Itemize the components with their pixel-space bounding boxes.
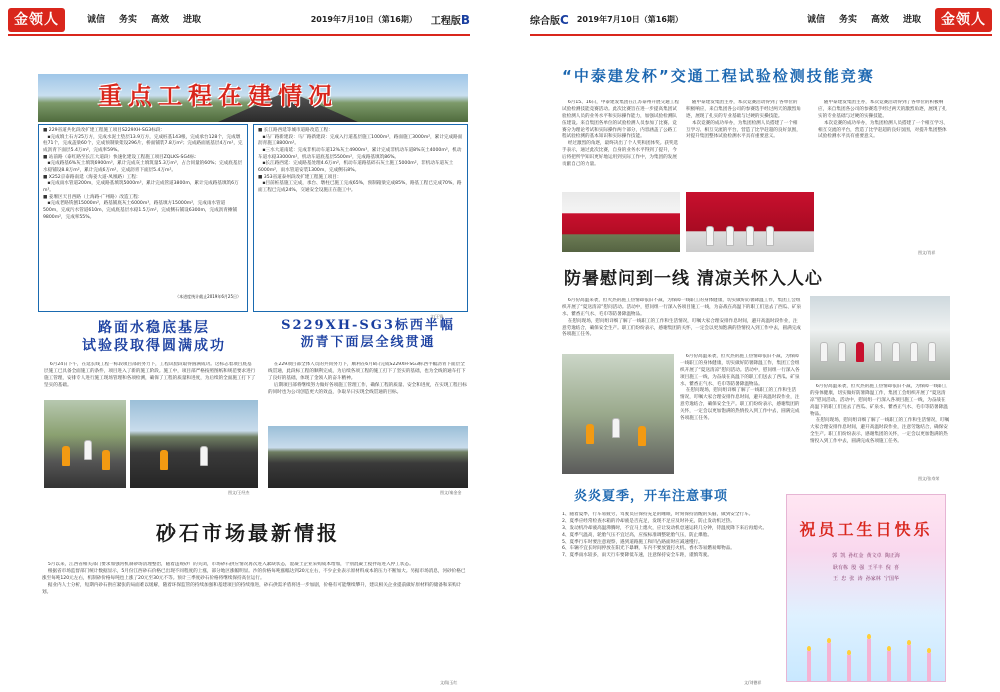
photo-test-section-1	[44, 400, 126, 488]
progress-note: （本进度统计截止2019年6月25日）	[175, 293, 241, 299]
motto-word: 进取	[183, 14, 202, 25]
article-heat-relief-2: 6月份高温来袭，但火热的施工热情却依旧不减，为保障一线职工的身体健康，切实做好防暑降温工作，集团工会组织开展了“夏送清凉”慰问活动。活动中，慰问组一行深入各项目施工一线，为奋战在高温下的职工们送去了西瓜、矿泉水、藿香正气水、毛巾等防暑降温物品。 在慰问现场，慰问组详细了解了一线职工的工作和生活情况，叮嘱大家合理安排作息时间，避开高温时段作业，注意劳逸结合，确保安全生产。职工们纷纷表示，感谢集团的关怀，一定会以更加饱满的热情投入到工作中去，圆满完成各项施工任务。	[680, 354, 800, 422]
hero-title: 重点工程在建情况	[98, 81, 338, 110]
birthday-card	[786, 494, 946, 682]
edition-letter-right: C	[560, 12, 569, 27]
headline-s229: S229XH-SG3标西半幅 沥青下面层全线贯通	[281, 318, 455, 350]
article-stone-market: 5月以来，江西省相关部门要求加强河机制砂场清理整治，随着违规砂厂的关闭，市场砂石供应情况再次进入紧缺状态，混凝土企业采购成本增加，个别混凝土搅拌站进入停工状态。 根据省市场监督部门统计数据显示，5月份江西砂石价格已出现不同程度的上涨，部分地区涨幅明显。沙的价格每吨涨幅达到20元左右，不少企业表示原材料成本的压力不断加大。另据市场消息，河砂价格已涨至每吨120元左右，机制砂价格每吨也上涨了20元至30元不等。预计三季度砂石价格将继续保持高位运行。 据业内人士分析，短期内砂石供应紧张的局面难以缓解，随着环保监管的持续加强和基建项目的持续推进，砂石供需矛盾将进一步加剧，价格有可能继续攀升，建议相关企业提前做好原材料的储备和采购计划。	[42, 562, 466, 595]
motto-word: 务实	[838, 14, 857, 25]
credit-summer-driving: 文/刘德祥	[744, 680, 762, 685]
progress-credit: 文/王锋	[430, 314, 444, 319]
page-gutter	[478, 0, 522, 692]
credit-s229: 图文/秦金金	[440, 490, 462, 495]
progress-box-left	[38, 124, 248, 312]
motto-word: 诚信	[87, 14, 106, 25]
header-engineering	[8, 6, 470, 36]
credit-stone-market: 文/陆玉红	[440, 680, 458, 685]
headline-test-competition: “中泰建发杯”交通工程试验检测技能竞赛	[562, 67, 875, 85]
article-s229: 在229项目部全体人员的共同努力下，顺利在6月8日完成S229XH-SG3标西半幅沥青下面层全线贯通，此段标工程的顺利完成，为后续各项工程的施工打下了坚实的基础，也为全线的通车打下了良好的基础，体现了金领人的奋斗精神。 后期项目部将继续努力做好各项施工管理工作，确保工程的质量、安全和进度，在实现工程目标的同时也为公司创造更大的效益，争取早日实现全线贯通的目标。	[268, 362, 467, 395]
edition-letter: B	[460, 12, 470, 27]
left-margin-decoration	[0, 60, 30, 680]
issue-date: 2019年7月10日（第16期）	[310, 14, 417, 24]
issue-date-right: 2019年7月10日（第16期）	[576, 14, 683, 24]
masthead-logo: 金领人	[8, 8, 65, 33]
article-heat-relief-3: 6月份高温来袭，但火热的施工热情却依旧不减，为保障一线职工的身体健康，切实做好防暑降温工作，集团工会组织开展了“夏送清凉”慰问活动。活动中，慰问组一行深入各项目施工一线，为奋战在高温下的职工们送去了西瓜、矿泉水、藿香正气水、毛巾等防暑降温物品。 在慰问现场，慰问组详细了解了一线职工的工作和生活情况，叮嘱大家合理安排作息时间，避开高温时段作业，注意劳逸结合，确保安全生产。职工们纷纷表示，感谢集团的关怀，一定会以更加饱满的热情投入到工作中去，圆满完成各项施工任务。	[810, 384, 950, 445]
motto-right	[807, 14, 921, 26]
motto-word: 诚信	[806, 14, 825, 25]
edition-label-right: 综合版C	[530, 12, 569, 27]
progress-text-left: ■ 229省道共化段改扩建工程施工项目S229XH-SG3标段： ▪完成填土石方25万方，完成水泥土垫层13.9万方，完成桩基143根，完成承台128个，完成墩柱71个，完成盖梁60个，完成预制梁架设296片，桥面铺装7.8万m²；完成路面底基层4万m²，完成沥青下面层5.4万m²，完成率59%。 ■ 站前路（泰红路至长江大道段）快速化建设工程施工项目ZQLKS-SG4标： ▪完成路基6%灰土填筑6900m³，累计完成灰土填筑量5.3万m³，占合同量的60%；完成底基层水稳铺设8.8万m²，累计完成6万m²，完成沥青下面层5.4万m²。 ■ X252京泰路南延（海姜大道-凤凰路）工程： ▪完成雨水管道200m，完成路基填筑5000m³，累计完成管道3800m，累计完成路基填筑6万m³。 ■ 姜堰区天目西路（上海路-广州路）改造工程： ▪完成老路铣刨15000m²，路基铺底灰土6000m³，路基填方15000m²，完成雨水管道500m，完成污水管道610m，完成底基层水稳1.5万m²，完成侧石铺设6300m，完成沥青摊铺9800m²，完成率55%。	[43, 128, 243, 220]
article-heat-relief: 6月份高温来袭，但火热的施工热情却依旧不减，为保障一线职工的身体健康，切实做好防暑降温工作，集团工会组织开展了“夏送清凉”慰问活动。活动中，慰问组一行深入各项目施工一线，为奋战在高温下的职工们送去了西瓜、矿泉水、藿香正气水、毛巾等防暑降温物品。 在慰问现场，慰问组详细了解了一线职工的工作和生活情况，叮嘱大家合理安排作息时间，避开高温时段作业，注意劳逸结合，确保安全生产。职工们纷纷表示，感谢集团的关怀，一定会以更加饱满的热情投入到工作中去，圆满完成各项施工任务。	[562, 298, 802, 338]
headline-summer-driving: 炎炎夏季，开车注意事项	[574, 489, 729, 504]
photo-heat-relief-group	[810, 296, 950, 380]
article-test-competition: 6月15、16日，中泰建发集团在江苏泰州开展交通工程试验检测技能竞赛活动。此次比赛旨在进一步提高集团试验检测人员的业务水平和实际操作能力，加强试验检测队伍建设。来自集团各单位的试验检测人员参加了比赛。竞赛分为理论考试和实际操作两个部分，内容涵盖了公路工程试验检测的基本知识和实际操作技能。 经过激烈的角逐，最终决出了个人奖和团体奖。获奖选手表示，通过此次比赛，自身的业务水平得到了提升，今后将把所学知识更好地运用到实际工作中，为集团的发展贡献自己的力量。	[562, 100, 679, 168]
article-test-competition-2: 随中泰建发集团主办，本次竞赛活动得到了各单位的积极响应，来自集团各公司的参赛选手经过两天的激烈角逐，展现了扎实的专业基础与过硬的实操技能。 本次竞赛的成功举办，为集团检测人员搭建了一个相互学习、相互交流的平台，营造了比学赶超的良好氛围，对提升集团整体试验检测水平具有重要意义。	[686, 100, 801, 140]
motto-word: 高效	[151, 14, 170, 25]
motto-word: 进取	[902, 14, 921, 25]
credit-water-stability: 图文/王经杰	[228, 490, 250, 495]
photo-competition-tent	[562, 192, 680, 252]
motto	[87, 14, 201, 26]
progress-box-right	[253, 124, 468, 312]
credit-test-competition: 图文/肖祥	[918, 250, 936, 255]
photo-competition-stage	[686, 192, 814, 252]
header-general	[530, 6, 992, 36]
hero-banner	[38, 74, 468, 122]
article-water-stability: 6月24日下午，在延长线工程一标段项目部的努力下，工程试验段取得圆满成功。这标志着项目底基层施工已具备全面施工的条件，项目进入了新的施工阶段。施工中，项目部严格按照图纸和规范要求进行施工管理，安排专人进行施工现场管理和各项检测，确保了工程的质量和进度，为后续的全面施工打下了坚实的基础。	[44, 362, 256, 388]
motto-word: 务实	[119, 14, 138, 25]
credit-heat-relief: 图文/张寿荣	[918, 476, 940, 481]
headline-heat-relief: 防暑慰问到一线 清凉关怀入人心	[564, 269, 823, 289]
masthead-logo-right: 金领人	[935, 8, 992, 33]
photo-s229-road	[268, 426, 468, 488]
photo-test-section-2	[130, 400, 258, 488]
progress-text-right: ■ 长江路西延等城市道路改造工程： ▪马厂路新建段：马厂路新建段：完成入行道基层施工1000m²，路面施工3000m²，累计完成路面沥青施工8800m²。 ▪三水大道南延：完成非机动车道12%灰土4900m³，累计完成非机动车道8%灰土4000m³，机动车道水稳33000m²，机动车道底基层5500m²，完成路基填筑86%。 ▪长江路西延：完成路基处理4.6万m²，机动车道路基碎石灰土施工5000m²，非机动车道灰土6000m²，雨水管道安装1300m，完成侧石8%。 ■ 353省道泰州段改扩建工程施工项目： ▪目前桩基施工完成，承台、墩柱已施工完成65%，预制箱梁完成85%，路基工程已完成70%，路面工程已完成24%，交通安全设施正在施工中。	[258, 128, 463, 193]
birthday-title: 祝员工生日快乐	[799, 520, 933, 539]
article-test-competition-3: 随中泰建发集团主办，本次竞赛活动得到了各单位的积极响应，来自集团各公司的参赛选手经过两天的激烈角逐，展现了扎实的专业基础与过硬的实操技能。 本次竞赛的成功举办，为集团检测人员搭建了一个相互学习、相互交流的平台，营造了比学赶超的良好氛围，对提升集团整体试验检测水平具有重要意义。	[818, 100, 948, 140]
headline-stone-market: 砂石市场最新情报	[156, 521, 340, 545]
photo-heat-relief-1	[562, 354, 674, 474]
edition-label: 工程版B	[430, 12, 470, 27]
headline-water-stability: 路面水稳底基层 试验段取得圆满成功	[82, 320, 226, 354]
article-summer-driving: 1、随着夏季，行车易疲劳，驾驶员应保持充足的睡眠，时刻保持清醒的头脑，做到安全行车。 2、夏季应经常检查水箱的冷却液是否充足，发现不足应及时补充，防止发动机过热。 3、发动机冷却液高温沸腾时，不宜马上熄火，应让发动机怠速运转几分钟，待温度降下来后再熄火。 4、夏季气温高，轮胎气压不宜过高，应按标准调整轮胎气压，防止爆胎。 5、夏季行车时要注意观察，遇到道路施工和凹凸路面时应减速慢行。 6、车辆不宜长时间停放在阳光下暴晒，车内不要放置打火机、香水等易燃易爆物品。 7、夏季雨水较多，雨天行车要降低车速，注意保持安全车距，谨慎驾驶。	[562, 512, 768, 559]
birthday-names: 郭 凯 孙红金 黄文卓 陶正海 耿有栋 殷 强 王平丰 倪 喜 王 忠 张 涛 孙家林 宁国华	[832, 553, 900, 582]
motto-word: 高效	[870, 14, 889, 25]
